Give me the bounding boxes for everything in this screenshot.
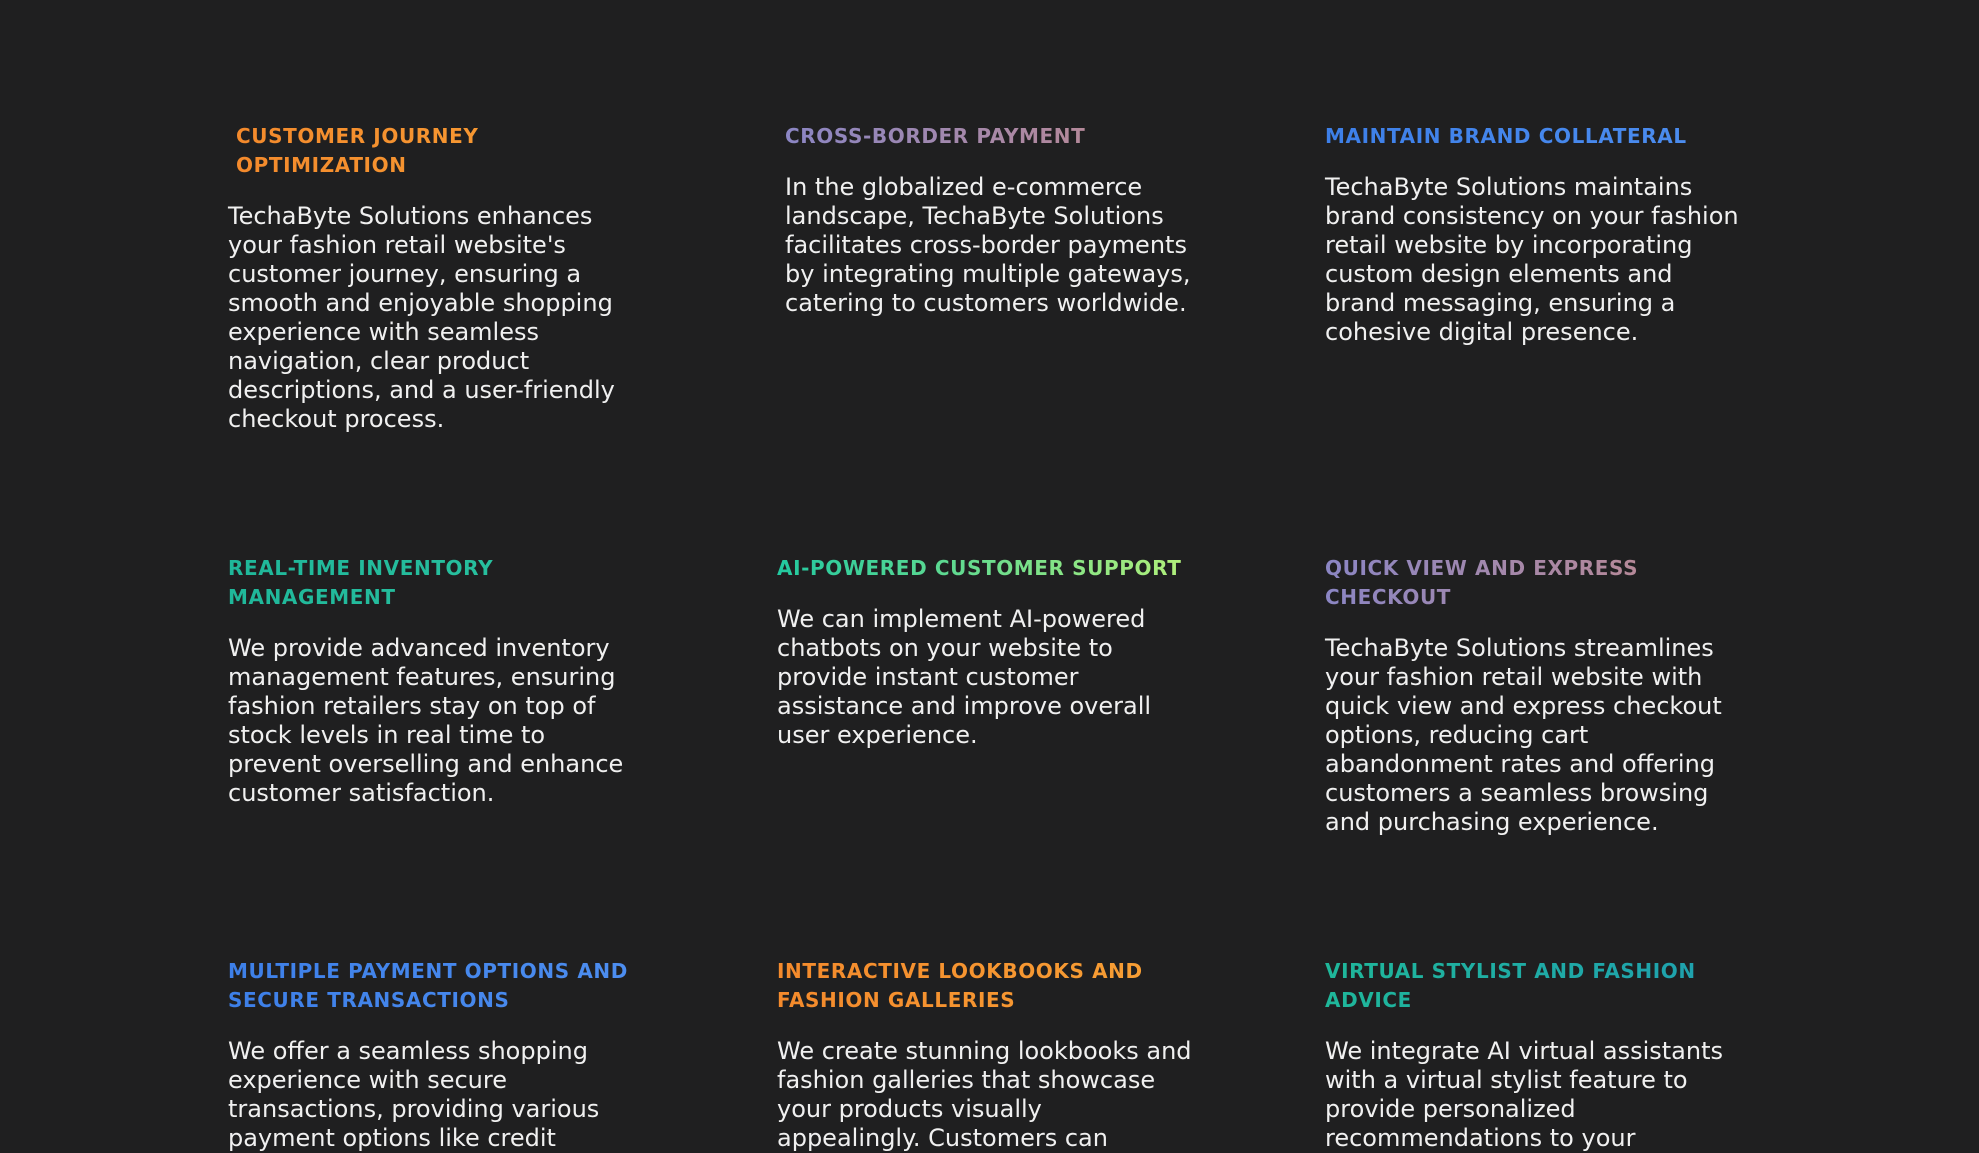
feature-card-lookbooks (777, 957, 1192, 1153)
feature-card-cross-border-payment (785, 122, 1200, 318)
feature-card-brand-collateral (1325, 122, 1740, 347)
feature-title: MULTIPLE PAYMENT OPTIONS AND SECURE TRANSACTIONS (228, 957, 643, 1015)
feature-description: We provide advanced inventory management features, ensuring fashion retailers stay on top of stock levels in real time to prevent overselling and enhance customer satisfaction. (228, 634, 624, 807)
feature-card-virtual-stylist (1325, 957, 1740, 1153)
feature-title: REAL-TIME INVENTORY MANAGEMENT (228, 554, 643, 612)
feature-description: We create stunning lookbooks and fashion galleries that showcase your products visually appealingly. Customers can (777, 1037, 1192, 1152)
feature-title: INTERACTIVE LOOKBOOKS AND FASHION GALLERIES (777, 957, 1192, 1015)
feature-title: CROSS-BORDER PAYMENT (785, 122, 1200, 151)
feature-description: TechaByte Solutions streamlines your fashion retail website with quick view and express checkout options, reducing cart abandonment rates and offering customers a seamless browsing and purchasing experience. (1325, 634, 1722, 836)
feature-title: VIRTUAL STYLIST AND FASHION ADVICE (1325, 957, 1740, 1015)
feature-card-ai-support (777, 554, 1192, 750)
feature-card-payment-options (228, 957, 643, 1153)
feature-description: In the globalized e-commerce landscape, TechaByte Solutions facilitates cross-border payments by integrating multiple gateways, catering to customers worldwide. (785, 173, 1191, 317)
feature-description: We integrate AI virtual assistants with a virtual stylist feature to provide personalized recommendations to your (1325, 1037, 1724, 1152)
feature-card-express-checkout (1325, 554, 1740, 837)
feature-card-customer-journey (228, 122, 651, 434)
feature-description: We offer a seamless shopping experience with secure transactions, providing various payment options like credit (228, 1037, 600, 1152)
feature-title: MAINTAIN BRAND COLLATERAL (1325, 122, 1740, 151)
feature-description: TechaByte Solutions enhances your fashion retail website's customer journey, ensuring a smooth and enjoyable shopping experience with seamless navigation, clear product descriptions, and a user-friendly checkout process. (228, 202, 615, 433)
feature-title: AI-POWERED CUSTOMER SUPPORT (777, 554, 1192, 583)
feature-card-inventory-management (228, 554, 643, 808)
feature-description: TechaByte Solutions maintains brand consistency on your fashion retail website by incorporating custom design elements and brand messaging, ensuring a cohesive digital presence. (1325, 173, 1739, 346)
feature-title: CUSTOMER JOURNEY OPTIMIZATION (236, 122, 651, 180)
feature-description: We can implement AI-powered chatbots on your website to provide instant customer assistance and improve overall user experience. (777, 605, 1152, 749)
feature-title: QUICK VIEW AND EXPRESS CHECKOUT (1325, 554, 1740, 612)
